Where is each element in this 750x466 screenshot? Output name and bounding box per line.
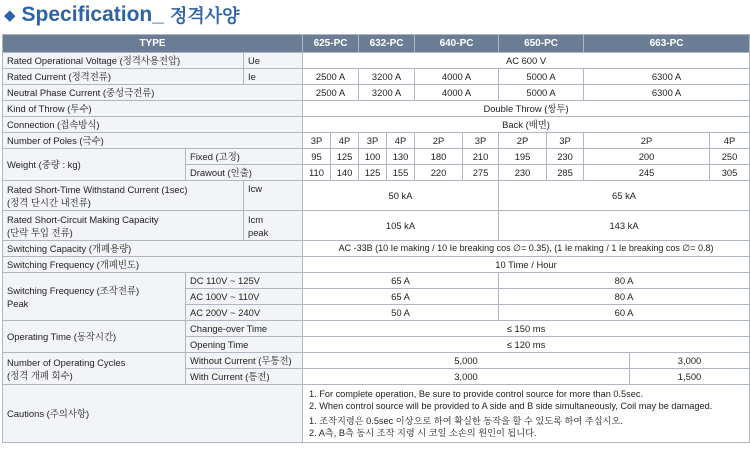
cell-value: 80 A <box>499 289 750 305</box>
row-sublabel: Drawout (인출) <box>186 165 303 181</box>
cell-value: 6300 A <box>584 85 750 101</box>
title-sub: 정격사양 <box>169 6 240 26</box>
cautions-cell <box>303 385 750 443</box>
cell-value: 3P <box>547 133 584 149</box>
row-sublabel: Without Current (무통전) <box>186 353 303 369</box>
row-label: Neutral Phase Current (중성극전류) <box>3 85 303 101</box>
table-row <box>3 211 750 241</box>
cell-value: 100 <box>359 149 387 165</box>
title-main: Specification_ <box>21 3 164 26</box>
row-sublabel: Change-over Time <box>186 321 303 337</box>
row-label: Operating Time (동작시간) <box>3 321 186 353</box>
table-row <box>3 85 750 101</box>
cell-value: 140 <box>331 165 359 181</box>
cell-value: 105 kA <box>303 211 499 241</box>
cell-value: ≤ 120 ms <box>303 337 750 353</box>
cell-value: 95 <box>303 149 331 165</box>
cell-value: ≤ 150 ms <box>303 321 750 337</box>
table-row <box>3 133 750 149</box>
cell-value: AC 600 V <box>303 53 750 69</box>
row-symbol <box>244 211 303 241</box>
row-symbol-line: peak <box>248 226 269 238</box>
cell-value: 195 <box>499 149 547 165</box>
cell-value: 2P <box>584 133 710 149</box>
diamond-icon: ◆ <box>4 7 16 24</box>
row-label: Rated Current (정격전류) <box>3 69 244 85</box>
caution-line: 2. When control source will be provided to A side and B side simultaneously, Coil may be damaged. <box>309 401 713 411</box>
header-type: TYPE <box>3 35 303 53</box>
cell-value: 3P <box>303 133 331 149</box>
row-symbol-line: Icm <box>248 213 264 225</box>
cell-value: 2500 A <box>303 85 359 101</box>
row-symbol: Ie <box>244 69 303 85</box>
cell-value: 220 <box>415 165 463 181</box>
cell-value: 4000 A <box>415 69 499 85</box>
row-label: Rated Operational Voltage (정격사용전압) <box>3 53 244 69</box>
table-row <box>3 117 750 133</box>
cell-value: 110 <box>303 165 331 181</box>
row-label-line: Rated Short-Circuit Making Capacity <box>7 213 159 225</box>
cell-value: 125 <box>359 165 387 181</box>
header-model: 640-PC <box>415 35 499 53</box>
cell-value: 125 <box>331 149 359 165</box>
page-title <box>4 0 240 30</box>
header-model: 625-PC <box>303 35 359 53</box>
row-sublabel: DC 110V ~ 125V <box>186 273 303 289</box>
row-label: Cautions (주의사항) <box>3 385 303 443</box>
row-label-line: (정격 개폐 회수) <box>7 369 73 381</box>
row-symbol: Icw <box>244 181 303 211</box>
row-label-line: Switching Frequency (조작전류) <box>7 284 140 296</box>
row-sublabel: AC 200V ~ 240V <box>186 305 303 321</box>
row-label-line: (단락 투입 전류) <box>7 226 73 238</box>
row-label-line: Rated Short-Time Withstand Current (1sec) <box>7 183 188 195</box>
cell-value: 3P <box>359 133 387 149</box>
row-label: Number of Poles (극수) <box>3 133 303 149</box>
cell-value: 4P <box>387 133 415 149</box>
row-label <box>3 181 244 211</box>
cell-value: 180 <box>415 149 463 165</box>
cell-value: 3200 A <box>359 69 415 85</box>
cell-value: 2P <box>499 133 547 149</box>
row-label: Switching Frequency (개폐빈도) <box>3 257 303 273</box>
table-row <box>3 273 750 289</box>
table-row <box>3 241 750 257</box>
table-row <box>3 321 750 337</box>
header-model: 650-PC <box>499 35 584 53</box>
row-label: Weight (중량 : kg) <box>3 149 186 181</box>
cell-value: 250 <box>710 149 750 165</box>
caution-line: 1. For complete operation, Be sure to provide control source for more than 0.5sec. <box>309 389 644 399</box>
cell-value: 285 <box>547 165 584 181</box>
row-label: Connection (접속방식) <box>3 117 303 133</box>
cell-value: 65 kA <box>499 181 750 211</box>
cell-value: 3,000 <box>303 369 630 385</box>
cell-value: 305 <box>710 165 750 181</box>
table-row <box>3 53 750 69</box>
cell-value: 4000 A <box>415 85 499 101</box>
table-row <box>3 385 750 443</box>
cell-value: 210 <box>463 149 499 165</box>
cell-value: 6300 A <box>584 69 750 85</box>
cell-value: 3200 A <box>359 85 415 101</box>
caution-line: 2. A측, B측 동시 조작 지령 시 코일 소손의 원인이 됩니다. <box>309 428 537 438</box>
row-label <box>3 273 186 321</box>
cell-value: 3P <box>463 133 499 149</box>
cell-value: 5000 A <box>499 69 584 85</box>
cell-value: 5,000 <box>303 353 630 369</box>
cell-value: Double Throw (쌍투) <box>303 101 750 117</box>
header-model: 632-PC <box>359 35 415 53</box>
cell-value: 4P <box>331 133 359 149</box>
cell-value: 3,000 <box>630 353 750 369</box>
table-row <box>3 149 750 165</box>
table-header <box>3 35 750 53</box>
cell-value: 2500 A <box>303 69 359 85</box>
spec-table <box>2 34 750 443</box>
cell-value: 143 kA <box>499 211 750 241</box>
row-sublabel: Opening Time <box>186 337 303 353</box>
table-row <box>3 353 750 369</box>
cell-value: 5000 A <box>499 85 584 101</box>
table-row <box>3 101 750 117</box>
row-label-line: Peak <box>7 297 29 309</box>
row-label-line: Number of Operating Cycles <box>7 356 126 368</box>
header-model: 663-PC <box>584 35 750 53</box>
cell-value: 80 A <box>499 273 750 289</box>
cell-value: 230 <box>499 165 547 181</box>
cell-value: 200 <box>584 149 710 165</box>
row-label: Switching Capacity (개폐용량) <box>3 241 303 257</box>
cell-value: 65 A <box>303 289 499 305</box>
cell-value: 130 <box>387 149 415 165</box>
row-symbol: Ue <box>244 53 303 69</box>
cell-value: 155 <box>387 165 415 181</box>
table-row <box>3 257 750 273</box>
caution-line: 1. 조작지령은 0.5sec 이상으로 하여 확실한 동작을 할 수 있도록 하여 주십시오. <box>309 416 623 426</box>
cell-value: AC -33B (10 Ie making / 10 Ie breaking cos ∅= 0.35), (1 Ie making / 1 Ie breaking cos ∅= 0.8) <box>303 241 750 257</box>
cell-value: 60 A <box>499 305 750 321</box>
cell-value: 4P <box>710 133 750 149</box>
cell-value: 10 Time / Hour <box>303 257 750 273</box>
cell-value: 65 A <box>303 273 499 289</box>
table-row <box>3 181 750 211</box>
cell-value: 50 kA <box>303 181 499 211</box>
cell-value: 1,500 <box>630 369 750 385</box>
row-label: Kind of Throw (투수) <box>3 101 303 117</box>
row-sublabel: AC 100V ~ 110V <box>186 289 303 305</box>
cell-value: 230 <box>547 149 584 165</box>
cell-value: 245 <box>584 165 710 181</box>
row-sublabel: With Current (통전) <box>186 369 303 385</box>
row-label <box>3 211 244 241</box>
row-label <box>3 353 186 385</box>
table-row <box>3 69 750 85</box>
cell-value: 50 A <box>303 305 499 321</box>
cell-value: 275 <box>463 165 499 181</box>
cell-value: Back (배면) <box>303 117 750 133</box>
cell-value: 2P <box>415 133 463 149</box>
row-sublabel: Fixed (고정) <box>186 149 303 165</box>
row-label-line: (정격 단시간 내전류) <box>7 196 91 208</box>
